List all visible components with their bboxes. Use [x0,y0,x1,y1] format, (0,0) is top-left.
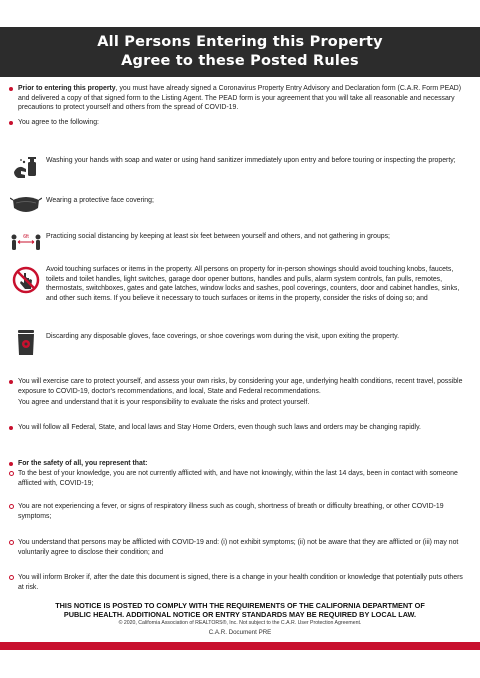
care-section [8,377,470,408]
intro-bold: Prior to entering this property [18,85,116,92]
copyright-text: © 2020, California Association of REALTORS®, Inc. Not subject to the C.A.R. User Protection Agreement. [118,620,362,626]
trash-bin-icon [10,326,42,358]
rule-text: Washing your hands with soap and water or using hand sanitizer immediately upon entry and before touring or inspecting the property; [46,157,456,164]
safety-item-text: You are not experiencing a fever, or signs of respiratory illness such as cough, shortness of breath or difficulty breathing, or other COVID-19 symptoms; [18,503,444,520]
safety-item [8,538,470,557]
intro-text: , you must have already signed a Coronavirus Property Entry Advisory and Declaration form (C.A.R. Form PEAD) and delivered a copy of that signed form to the Listing Agent. The PEAD form is your agreement that you will take all reasonable and necessary precautions to protect yourself and others from the spread of COVID-19. [18,85,462,112]
intro-section [8,84,470,127]
safety-item [8,573,470,592]
list-item [8,573,470,592]
safety-item [8,502,470,521]
header-line-2: Agree to these Posted Rules [121,53,359,69]
bottom-accent-bar [0,642,480,650]
hand-wash-icon [10,152,42,184]
rule-text: Wearing a protective face covering; [46,197,154,204]
notice-line-2: PUBLIC HEALTH. ADDITIONAL NOTICE OR ENTRY STANDARDS MAY BE REQUIRED BY LOCAL LAW. [63,610,417,620]
safety-item-text: You understand that persons may be afflicted with COVID-19 and: (i) not exhibit symptoms; (ii) not be aware that they are afflicted or (iii) may not voluntarily agree to disclose their condition; and [18,539,459,556]
page-header [0,27,480,77]
follow-laws-text: You will follow all Federal, State, and local laws and Stay Home Orders, even though such laws and orders may be changing rapidly. [18,424,421,431]
document-name: C.A.R. Document PRE [208,629,272,636]
care-paragraph [8,377,470,408]
safety-heading: For the safety of all, you represent that: [18,460,148,467]
no-touch-icon [10,264,42,296]
face-mask-icon [10,188,42,220]
care-text-2: You agree and understand that it is your responsibility to evaluate the risks and protect yourself. [18,399,310,407]
social-distance-icon-label: 6ft [23,234,29,240]
social-distance-icon [10,224,42,256]
follow-laws-paragraph [8,423,470,433]
list-item [8,502,470,521]
notice-line-1: THIS NOTICE IS POSTED TO COMPLY WITH THE REQUIREMENTS OF THE CALIFORNIA DEPARTMENT OF [55,601,425,610]
rule-text: Practicing social distancing by keeping at least six feet between yourself and others, and not gathering in groups; [46,233,390,240]
rule-text: Discarding any disposable gloves, face coverings, or shoe coverings worn during the visit, upon exiting the property. [46,333,400,340]
laws-section [8,423,470,433]
agree-heading: You agree to the following: [18,118,99,126]
intro-paragraph [8,84,470,113]
safety-section [8,459,470,469]
safety-heading-row [8,459,470,469]
compliance-notice [0,601,480,620]
list-item [8,538,470,557]
rule-text: Avoid touching surfaces or items in the property. All persons on property for in-person showings should avoid touching knobs, faucets, toilets and toilet handles, light switches, garage door opener buttons, handles and pulls, alarm system controls, fan pulls, remotes, thermostats, switchboxes, gates and gate latches, window locks and sashes, pool coverings, counters, door and cabinet handles, sinks, and other such items. If you believe it necessary to touch surfaces or items in the property, consider the risks of doing so; and [46,266,460,302]
list-item [8,469,470,488]
safety-item-text: To the best of your knowledge, you are not currently afflicted with, and have not knowingly, within the last 14 days, been in contact with someone afflicted with, COVID-19; [18,470,458,487]
care-text-1: You will exercise care to protect yourself, and assess your own risks, by considering your age, underlying health conditions, recent travel, possible exposure to COVID-19, doctor's recommendations, and local, State and Federal recommendations. [18,378,463,395]
agree-heading-row [8,118,470,128]
safety-item-text: You will inform Broker if, after the date this document is signed, there is a change in your health condition or knowledge that potentially puts others at risk. [18,574,463,591]
header-line-1: All Persons Entering this Property [97,34,383,50]
safety-item [8,469,470,488]
